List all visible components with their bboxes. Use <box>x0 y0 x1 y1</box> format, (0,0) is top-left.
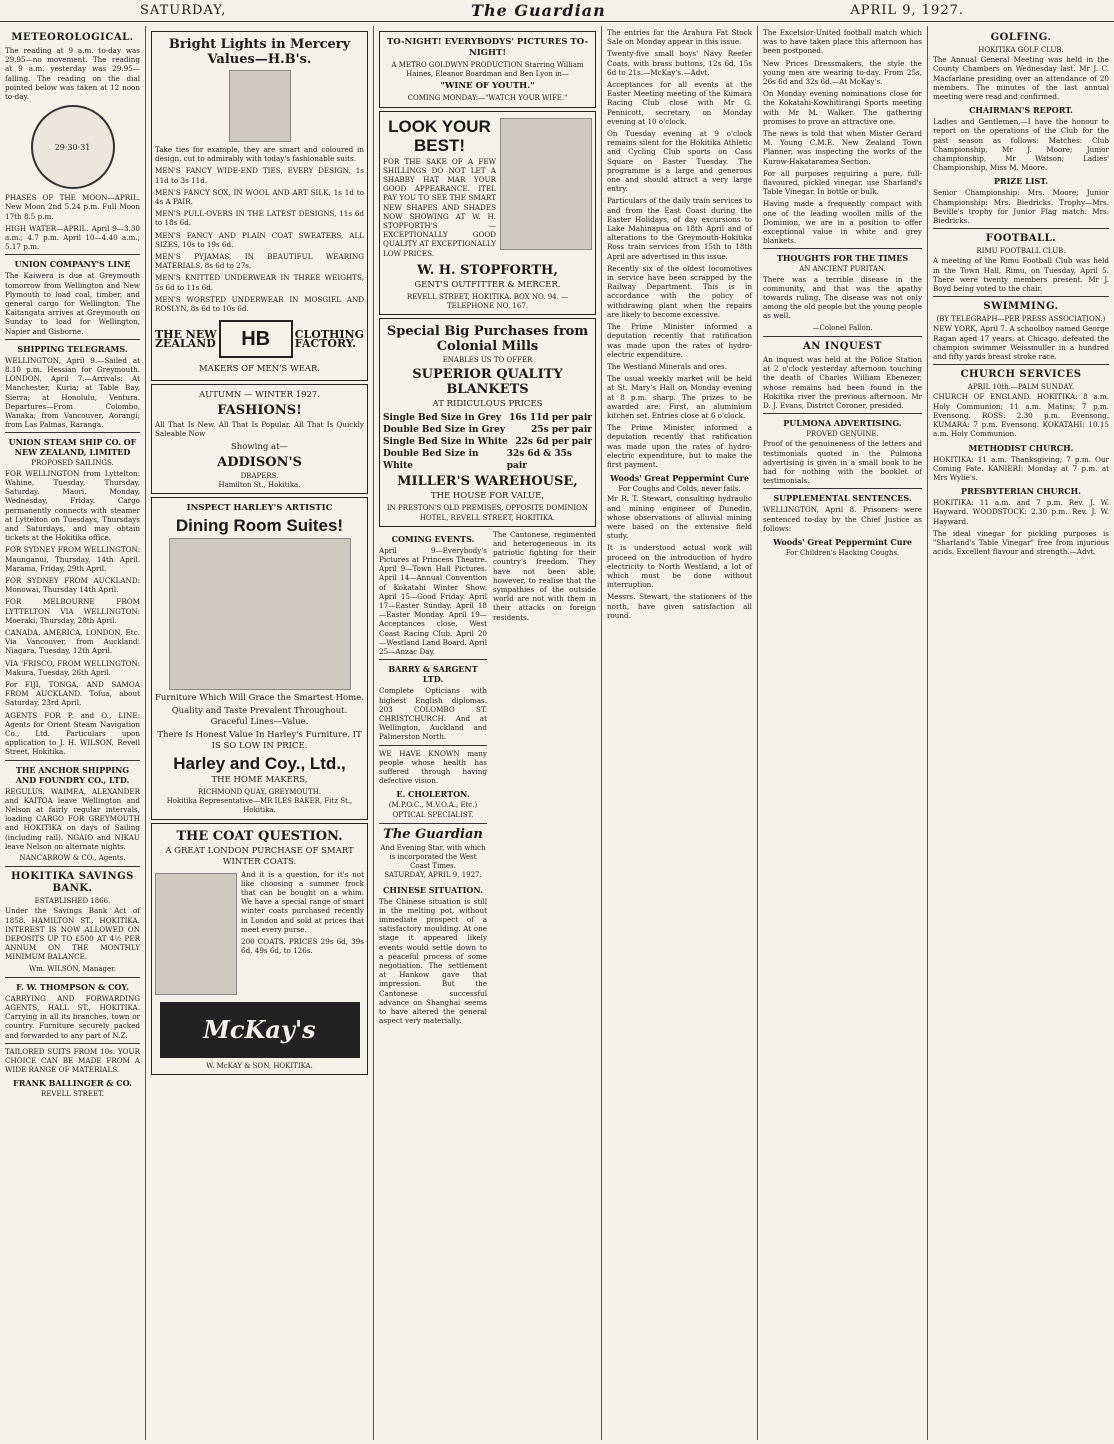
news-paragraph: The news is told that when Mister Gerard M. Young C.M.E. New Zealand Town Planner, was inspecting the works of the Kurow-Hakataramea Section. <box>763 129 922 166</box>
thoughts-text: There was a terrible disease in the community, and that was the apathy towards ruling. The disease was not only among the old people but the young people as well. <box>763 274 922 321</box>
union-company-heading: UNION COMPANY'S LINE <box>14 259 131 270</box>
news-paragraph: Acceptances for all events at the Easter Meeting meeting of the Kumara Racing Club close with Mr G. Pennicott, secretary, on Monday evening at 10 o'clock. <box>607 80 752 126</box>
autumn-showing: Showing at— <box>230 441 288 452</box>
church-heading: CHURCH SERVICES <box>960 369 1082 381</box>
pictures-advert <box>379 31 596 108</box>
coming-events-text: April 9—Everybody's Pictures at Princess Theatre. April 9—Town Hall Pictures. April 14—Annual Convention of Kokatahi Winter Show. April 15—Good Friday. April 17—Easter Sunday. April 18—Easter Monday. April 19—Acceptances close, West Coast Racing Club. April 20—Westland Land Board. April 25—Anzac Day. <box>379 545 487 657</box>
fashions-title: FASHIONS! <box>217 403 302 419</box>
football-sub: RIMU FOOTBALL CLUB. <box>976 247 1066 256</box>
swimming-text: NEW YORK, April 7. A schoolboy named George Ragan aged 17 years, at Chicago, defeated the champion swimmer Weissmuller in a hundred and fifty yards breast stroke race. <box>933 324 1109 362</box>
news-paragraph: The entries for the Arahura Fat Stock Sale on Monday appear in this issue. <box>607 28 752 47</box>
millers-name: MILLER'S WAREHOUSE, <box>397 474 578 490</box>
column-4 <box>602 26 758 1440</box>
savings-bank-text: Under the Savings Bank Act of 1858. HAMILTON ST., HOKITIKA. INTEREST IS NOW ALLOWED ON DEPOSITS UP TO £500 AT 4½ PER ANNUM ON THE MONTHLY MINIMUM BALANCE. <box>5 906 140 962</box>
harley-dining-title: Dining Room Suites! <box>175 516 344 536</box>
savings-bank-heading: HOKITIKA SAVINGS BANK. <box>11 871 134 895</box>
woods-cure-sub: For Children's Hacking Coughs. <box>785 548 900 557</box>
meteorological-text: The reading at 9 a.m. to-day was 29.95—no movement. The reading at 9 a.m. yesterday was 29.95—falling. The reading on the dial pointed below was taken at 12 noon to-day. <box>5 46 140 102</box>
addison-sub: DRAPERS. <box>240 471 279 480</box>
sentences-heading: SUPPLEMENTAL SENTENCES. <box>773 493 912 504</box>
news-paragraph: Messrs. Stewart, the stationers of the north, have given satisfaction all round. <box>607 592 752 620</box>
column-5 <box>758 26 928 1440</box>
coat-prices: 200 COATS. PRICES 29s 6d, 39s 6d, 49s 6d, to 126s. <box>241 937 364 956</box>
harley-rep: Hokitika Representative—MR ILES BAKER, Fitz St., Hokitika. <box>166 797 353 815</box>
hb-item: MEN'S FANCY SOX, IN WOOL AND ART SILK, 1s 1d to 4s A PAIR. <box>155 187 364 207</box>
inquest-text: An inquest was held at the Police Station at 2 o'clock yesterday afternoon touching the death of Charles William Ebenezer, whose remains had been found in the Hokitika river the previous afternoon. Mr D. J. Evans, District Coroner, presided. <box>763 354 922 410</box>
mckay-logo: McKay's <box>160 1002 360 1058</box>
chinese-text: The Chinese situation is still in the melting pot, without immediate prospect of a satisfactory moulding. At one stage it appeared likely events would settle down to a peaceful process of some negotiation. The settlement at Hankow gave that impression. But the Cantonese successful advance on Shanghai seems to have altered the general aspect very materially. <box>379 896 487 1026</box>
addison-advert <box>151 384 368 494</box>
news-paragraph: The usual weekly market will be held at St. Mary's Hall on Monday evening at 8 p.m. sharp. The prizes to be awarded are: First, an aluminium kitchen set. Entries close at 6 o'clock. <box>607 374 752 420</box>
pulmona-sub: PROVED GENUINE. <box>806 430 879 439</box>
football-text: A meeting of the Rimu Football Club was held in the Town Hall, Rimu, on Tuesday, April 5. There were twenty members present. Mr J. Boyd being voted to the chair. <box>933 256 1109 294</box>
prize-heading: PRIZE LIST. <box>994 176 1048 187</box>
meteorological-heading: METEOROLOGICAL. <box>11 32 134 43</box>
thompson-heading: F. W. THOMPSON & COY. <box>16 981 129 992</box>
savings-bank-est: ESTABLISHED 1866. <box>34 897 111 906</box>
column-2 <box>146 26 374 1440</box>
pulmona-heading: PULMONA ADVERTISING. <box>783 418 902 429</box>
thoughts-signature: —Colonel Fallon. <box>812 323 873 332</box>
hb-right: CLOTHING <box>294 328 364 342</box>
chinese-heading: CHINESE SITUATION. <box>383 884 483 895</box>
hb-item: MEN'S PULL-OVERS IN THE LATEST DESIGNS, 11s 6d to 18s 6d. <box>155 209 364 228</box>
ballinger-sub: REVELL STREET. <box>41 1090 104 1099</box>
presbyterian-text: HOKITIKA: 11 a.m. and 7 p.m. Rev. J. W. Hayward. WOODSTOCK: 2.30 p.m. Rev. J. W. Hayward. <box>933 498 1109 526</box>
inquest-heading: AN INQUEST <box>803 340 882 352</box>
prize-text: Senior Championship: Mrs. Moore; Junior Championship: Mrs. Biedricks. Trophy—Mrs. Beville's trophy for Junior Flag match: Mrs. Biedricks. <box>933 188 1109 226</box>
blankets-heading: SUPERIOR QUALITY BLANKETS <box>412 367 563 398</box>
union-company-text: The Kaiwera is due at Greymouth tomorrow from Wellington and New Plymouth to load coal, timber, and general cargo for Wellington. The Kaitangata arrives at Greymouth on Sunday to load for Wellington, Napier and Gisborne. <box>5 271 140 336</box>
blanket-row: Single Bed Size in Grey 16s 11d per pair <box>383 413 592 424</box>
blanket-row: Double Bed Size in Grey 25s per pair <box>383 425 592 436</box>
harley-grace: Furniture Which Will Grace the Smartest Home. <box>155 693 364 704</box>
column-3 <box>374 26 602 1440</box>
shipping-text: WELLINGTON, April 9.—Sailed at 8.10 p.m. Hessian for Greymouth. LONDON, April 7.—Arrivals: At Manchester, Kuria; at Table Bay, Sierra; at Honolulu, Ventura. Departures—From Colombo, Wanaka; from Vancouver, Aorangi; from Las Palmas, Raranga. <box>5 355 140 430</box>
uss-heading: UNION STEAM SHIP CO. OF NEW ZEALAND, LIMITED <box>8 437 137 458</box>
presbyterian-heading: PRESBYTERIAN CHURCH. <box>961 486 1081 497</box>
news-paragraph: Recently six of the oldest locomotives in service have been scrapped by the Railway Department. This is in accordance with the policy of withdrawing plant when the repairs are likely to become excessive. <box>607 263 752 319</box>
sydney-sailings: FOR SYDNEY FROM WELLINGTON: Maunganui, Thursday, 14th April. Marama, Friday, 29th April. <box>5 545 140 573</box>
millers-advert <box>379 318 596 527</box>
hb-right-2: FACTORY. <box>294 337 357 351</box>
hb-item: MEN'S KNITTED UNDERWEAR IN THREE WEIGHTS, 5s 6d to 11s 6d. <box>155 273 364 292</box>
anchor-text: REGULUS, WAIMEA, ALEXANDER and KAITOA leave Wellington and Nelson at fairly regular intervals, loading CARGO FOR GREYMOUTH and HOKITIKA on days of Sailing (including rail). NGAIO and NIKAU leave Nelson on alternate nights. <box>5 786 140 851</box>
hb-intro: Take ties for example, they are smart and coloured in design, cut to admirably with today's fashionable suits. <box>155 145 364 164</box>
blanket-row: Double Bed Size in White 32s 6d & 35s pair <box>383 449 572 472</box>
ballinger-heading: FRANK BALLINGER & CO. <box>13 1078 132 1089</box>
hb-item: MEN'S PYJAMAS, IN BEAUTIFUL WEARING MATERIALS, 8s 6d to 27s. <box>155 252 364 271</box>
millers-sub: THE HOUSE FOR VALUE, <box>430 491 545 502</box>
harley-quality: Quality and Taste Prevalent Throughout. Graceful Lines—Value. <box>171 706 348 728</box>
swimming-heading: SWIMMING. <box>983 301 1059 313</box>
coat-text: And it is a question, for it's not like choosing a summer frock that can be bought on a whim. We have a special range of smart winter coats purchased recently in London and sold at prices that meet every purse. <box>241 869 364 934</box>
hb-makers: MAKERS OF MEN'S WEAR. <box>198 364 321 375</box>
look-your-best: LOOK YOUR BEST! <box>388 116 491 155</box>
coming-events-heading: COMING EVENTS. <box>391 533 475 544</box>
thoughts-heading: THOUGHTS FOR THE TIMES <box>776 253 909 264</box>
millers-address: IN PRESTON'S OLD PREMISES, OPPOSITE DOMINION HOTEL, REVELL STREET, HOKITIKA. <box>386 504 589 522</box>
barry-text: Complete Opticians with highest English diplomas. 203 COLOMBO ST. CHRISTCHURCH. And at Wellington, Auckland and Palmerston North. <box>379 686 487 742</box>
harley-advert <box>151 497 368 820</box>
golf-text: The Annual General Meeting was held in the County Chambers on Wednesday last. Mr J. C. Macfarlane presiding over an attendance of 20 members. The minutes of the last annual meeting were read and confirmed. <box>933 55 1109 102</box>
news-paragraph: Twenty-five small boys' Navy Reefer Coats, with brass buttons, 12s 6d, 15s 6d to 21s.—McKay's.—Advt. <box>607 49 752 77</box>
moon-phases: PHASES OF THE MOON—APRIL. New Moon 2nd 5.24 p.m. Full Moon 17th 8.5 p.m. <box>5 193 140 221</box>
special-heading: Special Big Purchases from Colonial Mills <box>386 324 589 355</box>
swimming-sub: (BY TELEGRAPH—PER PRESS ASSOCIATION.) <box>936 315 1106 324</box>
anchor-agent: NANCARROW & CO., Agents. <box>19 854 126 862</box>
pictures-production: A METRO GOLDWYN PRODUCTION Starring William Haines, Eleanor Boardman and Ben Lyon in— <box>391 61 584 79</box>
addison-address: Hamilton St., Hokitika. <box>218 480 301 489</box>
news-paragraph: It is understood actual work will proceed on the introduction of hydro electricity to North Westland, a lot of which must be done without interruption. <box>607 543 752 590</box>
column-1 <box>0 26 146 1440</box>
shipping-heading: SHIPPING TELEGRAMS. <box>17 343 128 354</box>
sideboard-illustration-icon <box>169 538 351 690</box>
woods-cure-heading: Woods' Great Peppermint Cure <box>773 536 912 547</box>
cholerton-heading: E. CHOLERTON. <box>396 789 470 800</box>
hb-item: MEN'S FANCY WIDE-END TIES, EVERY DESIGN, 1s 11d to 3s 11d. <box>155 166 364 185</box>
golf-heading: GOLFING. <box>990 32 1052 43</box>
addison-name: ADDISON'S <box>217 454 302 470</box>
masthead-day: SATURDAY, <box>140 3 227 18</box>
masthead-title: The Guardian <box>471 1 606 20</box>
high-water: HIGH WATER—APRIL. April 9—3.30 a.m.; 4.7 p.m. April 10—4.40 a.m.; 5.17 p.m. <box>5 223 140 252</box>
harley-name: Harley and Coy., Ltd., <box>173 754 346 774</box>
masthead-date: APRIL 9, 1927. <box>850 3 964 18</box>
chairman-heading: CHAIRMAN'S REPORT. <box>969 105 1073 116</box>
coat-advert <box>151 823 368 1075</box>
methodist-text: HOKITIKA: 11 a.m. Thanksgiving; 7 p.m. Our Coming Fate. KANIERI: Monday at 7 p.m. at Mrs Wylie's. <box>933 454 1109 482</box>
news-paragraph: On Tuesday evening at 9 o'clock remains silent for the Hokitika Athletic and Cycling Club sports on Cass Square on Easter Tuesday. The programme is a large and generous one and should attract a very large entry. <box>607 129 752 194</box>
cholerton-intro: WE HAVE KNOWN many people whose health has suffered through having defective vision. <box>379 748 487 786</box>
news-paragraph: New Prices Dressmakers, the style the young men are wearing to-day. From 25s, 26s 6d and 32s 6d.—At McKay's. <box>763 58 922 87</box>
stopforth-name: W. H. STOPFORTH, <box>417 262 558 278</box>
uss-text: FOR WELLINGTON from Lyttelton: Wahine, Tuesday, Thursday, Saturday. Maori, Monday, Wednesday, Friday. Cargo permanently connects with steamer at Lyttelton on Tuesdays, Thursdays and Saturdays, and may obtain tickets at the Hokitika office. <box>5 468 140 543</box>
woods-cure-heading: Woods' Great Peppermint Cure <box>610 473 749 484</box>
column-6 <box>928 26 1114 1440</box>
sharland-advert: The ideal vinegar for pickling purposes is "Sharland's Table Vinegar" free from injurious acids. Excellent flavour and strength.—Advt. <box>933 528 1109 557</box>
pictures-title: "WINE OF YOUTH." <box>440 81 535 92</box>
man-in-hat-illustration-icon <box>500 118 592 250</box>
agents-text: AGENTS FOR P. and O., LINE: Agents for Orient Steam Navigation Co., Ltd. Particulars upon application to J. H. WILSON, Revell Street, Hokitika. <box>5 710 140 757</box>
canada-sailings: CANADA, AMERICA, LONDON, Etc. Via Vancouver, from Auckland: Niagara, Tuesday, 12th April. <box>5 627 140 656</box>
hb-item: MEN'S WORSTED UNDERWEAR IN MOSGIEL AND ROSLYN, 8s 6d to 10s 6d. <box>155 294 364 314</box>
woods-cure-sub: For Coughs and Colds, never fails. <box>618 485 741 494</box>
harley-heading: INSPECT HARLEY'S ARTISTIC <box>186 503 333 514</box>
guardian-sub: And Evening Star, with which is incorporated the West Coast Times. <box>380 843 486 871</box>
autumn-lines: All That Is New. All That Is Popular. All That Is Quickly Saleable Now <box>155 420 364 439</box>
stopforth-address: REVELL STREET, HOKITIKA. BOX NO. 94. — TELEPHONE NO. 167. <box>406 292 569 311</box>
masthead <box>0 0 1114 22</box>
golf-sub: HOKITIKA GOLF CLUB. <box>978 46 1064 54</box>
church-date: APRIL 10th.—PALM SUNDAY. <box>967 383 1075 392</box>
news-paragraph: The Prime Minister informed a deputation recently that ratification was made upon the rates of hydro-electric expenditure. <box>607 322 752 359</box>
football-heading: FOOTBALL. <box>985 233 1057 245</box>
coat-heading: THE COAT QUESTION. <box>176 828 343 844</box>
special-sub: ENABLES US TO OFFER <box>442 356 533 365</box>
thoughts-byline: AN ANCIENT PURITAN. <box>799 265 886 274</box>
news-paragraph: The Westland Minerals and ores. <box>607 361 728 371</box>
harley-address: RICHMOND QUAY, GREYMOUTH. <box>197 788 322 797</box>
savings-bank-manager: Wm. WILSON, Manager. <box>28 964 116 973</box>
hb-item: MEN'S FANCY AND PLAIN COAT SWEATERS, ALL SIZES, 10s to 19s 6d. <box>155 230 364 249</box>
chairman-text: Ladies and Gentlemen,—I have the honour to report on the operations of the Club for the past season as follows: Matches: Club Championship, Mr J. Moore; Junior championship, Mr Watson; Ladies' Championship, Miss M. Moore. <box>933 117 1109 173</box>
pictures-monday: COMING MONDAY:—"WATCH YOUR WIFE." <box>407 94 568 103</box>
hb-left: THE NEW <box>155 328 217 342</box>
news-paragraph: The Prime Minister informed a deputation recently that ratification was made upon the rates of hydro-electric expenditure, but to make the first payment. <box>607 423 752 469</box>
news-paragraph: The Excelsior-United football match which was to have taken place this afternoon has been postponed. <box>763 28 922 56</box>
chinese-text-2: The Cantonese, regimented and heterogeneous in its patriotic fighting for their country's freedom. They have not been able, however, to realise that the sympathies of the outside world are not with them in their attacks on foreign residents. <box>493 529 596 622</box>
coat-illustration-icon <box>155 873 237 995</box>
fiji-sailings: For FIJI, TONGA, AND SAMOA FROM AUCKLAND. Tofua, about Saturday, 23rd April. <box>5 679 140 708</box>
coat-sub: A GREAT LONDON PURCHASE OF SMART WINTER COATS. <box>165 845 354 867</box>
barry-heading: BARRY & SARGENT LTD. <box>388 664 478 685</box>
frisco-sailings: VIA 'FRISCO, FROM WELLINGTON: Makura, Tuesday, 26th April. <box>5 658 140 677</box>
blanket-row: Single Bed Size in White 22s 6d per pair <box>383 437 592 448</box>
sweater-illustration-icon <box>229 70 291 142</box>
auckland-sailings: FOR SYDNEY FROM AUCKLAND: Monowai, Thursday 14th April. <box>5 575 140 595</box>
guardian-date: SATURDAY, APRIL 9, 1927. <box>384 871 482 880</box>
thompson-text: CARRYING AND FORWARDING AGENTS, HALL ST., HOKITIKA. Carrying in all its branches, town or country. Furniture securely packed and forwarded to any part of N.Z. <box>5 993 140 1040</box>
pulmona-text: Proof of the genuineness of the letters and testimonials quoted in the Pulmona advertising is given in a small book to be had for nothing with the booklet of testimonials. <box>763 439 922 486</box>
tailor-text: TAILORED SUITS FROM 10s. YOUR CHOICE CAN BE MADE FROM A WIDE RANGE OF MATERIALS. <box>5 1046 140 1075</box>
church-text: CHURCH OF ENGLAND. HOKITIKA: 8 a.m. Holy Communion; 11 a.m. Matins; 7 p.m. Evensong. ROSS: 2.30 p.m. Evensong. KUMARA: 7 p.m. Evensong. KOKATAHI: 10.15 a.m. Holy Communion. <box>933 392 1109 439</box>
stopforth-advert <box>379 111 596 316</box>
hb-heading: Bright Lights in Mercery Values—H.B's. <box>168 37 351 67</box>
news-paragraph: Particulars of the daily train services to and from the East Coast during the Easter Holidays, of day excursions to Lake Mahinapua on 18th April and of alterations to the Greymouth-Hokitika Ross train services from 15th to 18th April are advertised in this issue. <box>607 196 752 261</box>
news-paragraph: Having made a frequently compact with one of the leading woollen mills of the Dominion, we are in a position to offer exceptional value in white and grey blankets. <box>763 199 922 246</box>
stopforth-text: FOR THE SAKE OF A FEW SHILLINGS DO NOT LET A SHABBY HAT MAR YOUR GOOD APPEARANCE. ITEL PAY YOU TO SEE THE SMART NEW SHAPES AND SHADES NOW SHOWING AT W. H. STOPFORTH'S — EXCEPTIONALLY GOOD QUALITY AT EXCEPTIONALLY LOW PRICES. <box>383 156 496 258</box>
uss-sub: PROPOSED SAILINGS. <box>31 459 114 468</box>
anchor-heading: THE ANCHOR SHIPPING AND FOUNDRY CO., LTD. <box>15 764 130 785</box>
autumn-heading: AUTUMN — WINTER 1927. <box>198 390 321 401</box>
hb-logo: HB <box>219 320 293 358</box>
stopforth-trade: GENT'S OUTFITTER & MERCER. <box>414 279 561 290</box>
harley-makers: THE HOME MAKERS, <box>211 775 308 786</box>
news-paragraph: For all purposes requiring a pure, full-flavoured, pickled vinegar, use Sharland's Table Vinegar. In bottle or bulk. <box>763 168 922 197</box>
methodist-heading: METHODIST CHURCH. <box>968 442 1074 453</box>
guardian-name: The Guardian <box>383 826 483 842</box>
hb-advert <box>151 31 368 381</box>
mckay-sub: W. McKAY & SON, HOKITIKA. <box>206 1061 313 1070</box>
cholerton-sub: (M.P.O.C., M.V.O.A., Etc.) OPTICAL SPECIALIST. <box>388 801 478 819</box>
barometer-dial-icon: 29·30·31 <box>31 105 115 189</box>
melbourne-sailings: FOR MELBOURNE FROM LYTTELTON VIA WELLINGTON: Moeraki, Thursday, 28th April. <box>5 597 140 625</box>
harley-price: There Is Honest Value In Harley's Furniture. IT IS SO LOW IN PRICE. <box>157 730 362 752</box>
news-paragraph: On Monday evening nominations close for the Kokatahi-Kowhitirangi Sports meeting with Mr M. Walker. The gathering promises to prove an attractive one. <box>763 89 922 126</box>
hb-left-2: ZEALAND <box>155 337 216 351</box>
sentences-text: WELLINGTON, April 8. Prisoners were sentenced to-day by the Chief Justice as follows: <box>763 505 922 533</box>
ridiculous-prices: AT RIDICULOUS PRICES <box>432 399 543 410</box>
pictures-bar: TO-NIGHT! EVERYBODYS' PICTURES TO-NIGHT! <box>386 37 588 58</box>
news-paragraph: Mr R. T. Stewart, consulting hydraulic and mining engineer of Dunedin, whose observations of alluvial mining were based on the extensive field study. <box>607 494 752 541</box>
